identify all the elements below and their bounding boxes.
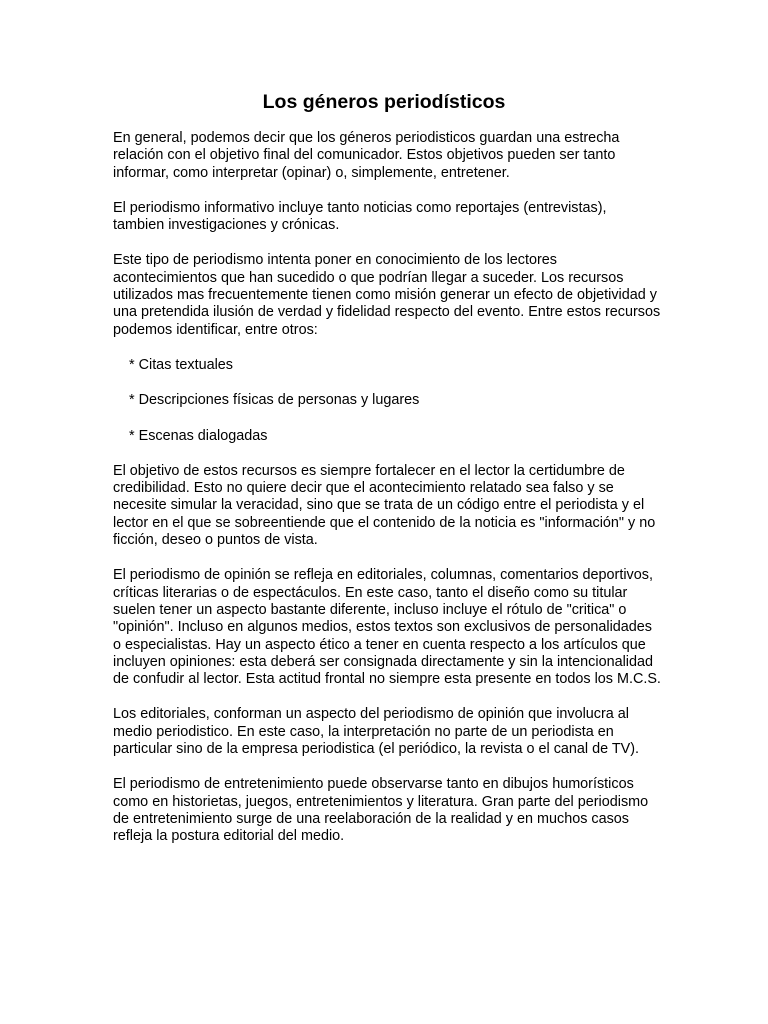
paragraph-entretenimiento: El periodismo de entretenimiento puede observarse tanto en dibujos humorísticos como en historietas, juegos, entretenimientos y literatura. Gran parte del periodismo de entretenimiento surge de una reelaboración de la realidad y en muchos casos refleja la postura editorial del medio. <box>113 776 649 845</box>
document-title: Los géneros periodísticos <box>262 91 506 113</box>
paragraph-tipo: Este tipo de periodismo intenta poner en conocimiento de los lectores acontecimientos que han sucedido o que podrían llegar a suceder. Los recursos utilizados mas frecuentemente tienen como misión generar un efecto de objetividad y una pretendida ilusión de verdad y fidelidad respecto del evento. Entre estos recursos podemos identificar, entre otros: <box>113 252 661 338</box>
paragraph-objetivo: El objetivo de estos recursos es siempre fortalecer en el lector la certidumbre de credibilidad. Esto no quiere decir que el acontecimiento relatado sea falso y se necesite simular la veracidad, sino que se trata de un código entre el periodista y el lector en el que se sobreentiende que el contenido de la noticia es "información" y no ficción, deseo o puntos de vista. <box>113 462 656 549</box>
document-body <box>113 130 661 864</box>
paragraph-opinion: El periodismo de opinión se refleja en editoriales, columnas, comentarios deportivos, críticas literarias o de espectáculos. En este caso, tanto el diseño como su titular suelen tener un aspecto bastante diferente, incluso incluye el rótulo de "critica" o "opinión". Incluso en algunos medios, estos textos son exclusivos de personalidades o especialistas. Hay un aspecto ético a tener en cuenta respecto a los artículos que incluyen opiniones: esta deberá ser consignada directamente y sin la intencionalidad de confudir al lector. Esta actitud frontal no siempre esta presente en todos los M.C.S. <box>113 567 661 688</box>
paragraph-intro: En general, podemos decir que los géneros periodisticos guardan una estrecha relación con el objetivo final del comunicador. Estos objetivos pueden ser tanto informar, como interpretar (opinar) o, simplemente, entretener. <box>113 130 620 181</box>
bullet-descripciones: * Descripciones físicas de personas y lugares <box>129 392 420 409</box>
paragraph-informativo: El periodismo informativo incluye tanto noticias como reportajes (entrevistas), tambien investigaciones y crónicas. <box>113 199 607 234</box>
bullet-escenas: * Escenas dialogadas <box>129 427 268 444</box>
paragraph-editoriales: Los editoriales, conforman un aspecto del periodismo de opinión que involucra al medio periodistico. En este caso, la interpretación no parte de un periodista en particular sino de la empresa periodistica (el periódico, la revista o el canal de TV). <box>113 706 640 758</box>
bullet-citas: * Citas textuales <box>129 356 233 373</box>
